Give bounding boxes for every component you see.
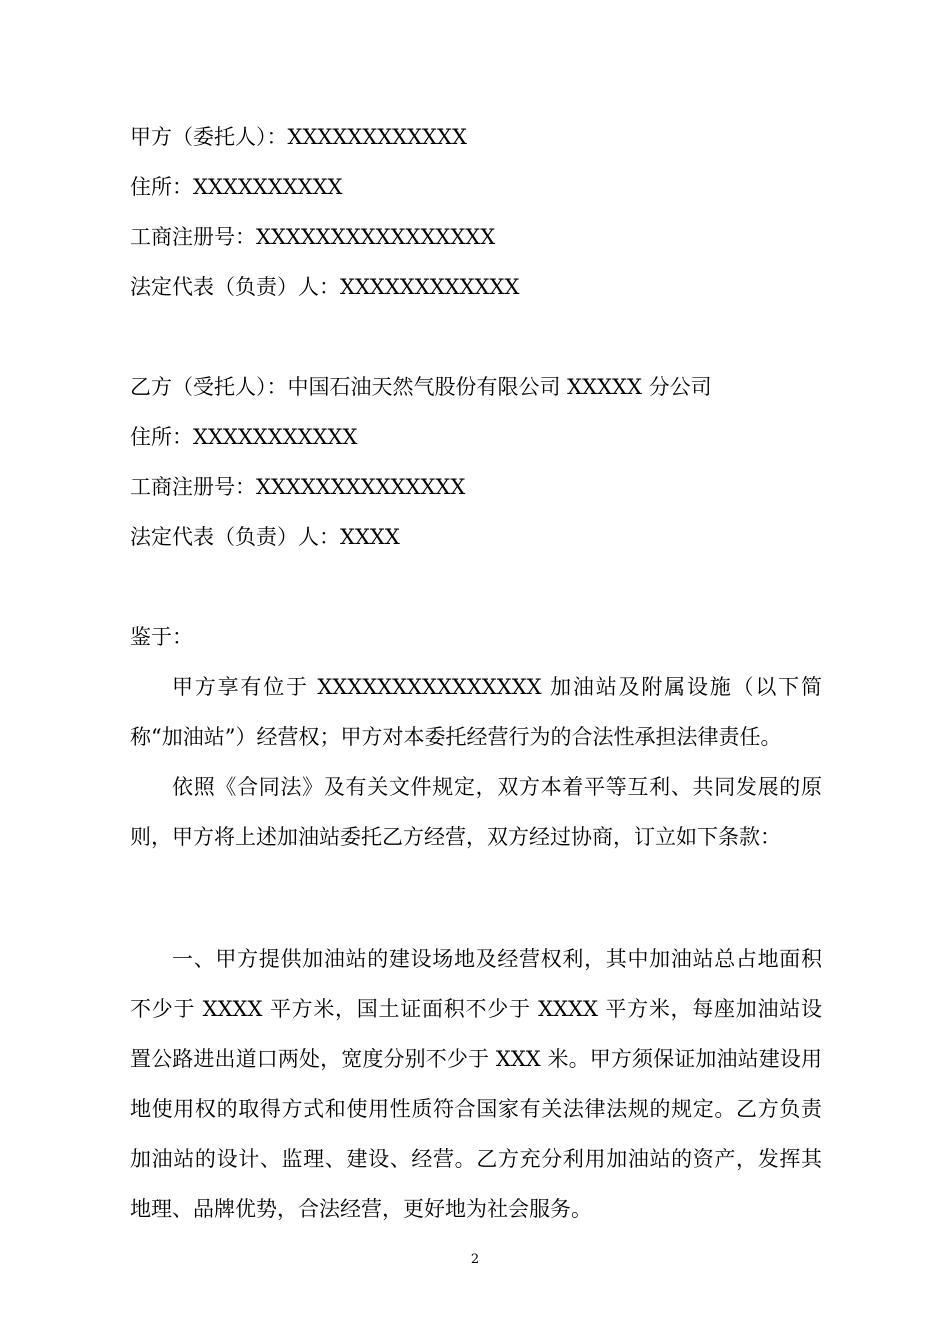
section-spacer [130, 562, 822, 612]
section-spacer [130, 312, 822, 362]
page-number: 2 [470, 1252, 480, 1267]
section-spacer [130, 862, 822, 934]
party-b-address: 住所：XXXXXXXXXXX [130, 425, 358, 449]
recital-paragraph: 依照《合同法》及有关文件规定，双方本着平等互利、共同发展的原则，甲方将上述加油站委托乙方经营，双方经过协商，订立如下条款： [130, 775, 822, 849]
clause-paragraph: 一、甲方提供加油站的建设场地及经营权利，其中加油站总占地面积不少于 XXXX 平方米，国土证面积不少于 XXXX 平方米，每座加油站设置公路进出道口两处，宽度分别不少于 XXX 米。甲方须保证加油站建设用地使用权的取得方式和使用性质符合国家有关法律法规的规定。乙方负责加油站的设计、监理、建设、经营。乙方充分利用加油站的资产，发挥其地理、品牌优势，合法经营，更好地为社会服务。 [130, 947, 822, 1221]
recitals-heading: 鉴于： [130, 625, 193, 649]
party-b-registration: 工商注册号：XXXXXXXXXXXXXX [130, 475, 466, 499]
document-body [130, 112, 822, 1234]
party-a-title: 甲方（委托人）：XXXXXXXXXXXX [130, 125, 467, 149]
recital-paragraph: 甲方享有位于 XXXXXXXXXXXXXXX 加油站及附属设施（以下简称“加油站”）经营权；甲方对本委托经营行为的合法性承担法律责任。 [130, 675, 822, 749]
party-b-title: 乙方（受托人）：中国石油天然气股份有限公司 XXXXX 分公司 [130, 375, 712, 399]
party-a-address: 住所：XXXXXXXXXX [130, 175, 343, 199]
party-a-representative: 法定代表（负责）人：XXXXXXXXXXXX [130, 275, 520, 299]
party-b-representative: 法定代表（负责）人：XXXX [130, 525, 400, 549]
party-a-registration: 工商注册号：XXXXXXXXXXXXXXXX [130, 225, 496, 249]
